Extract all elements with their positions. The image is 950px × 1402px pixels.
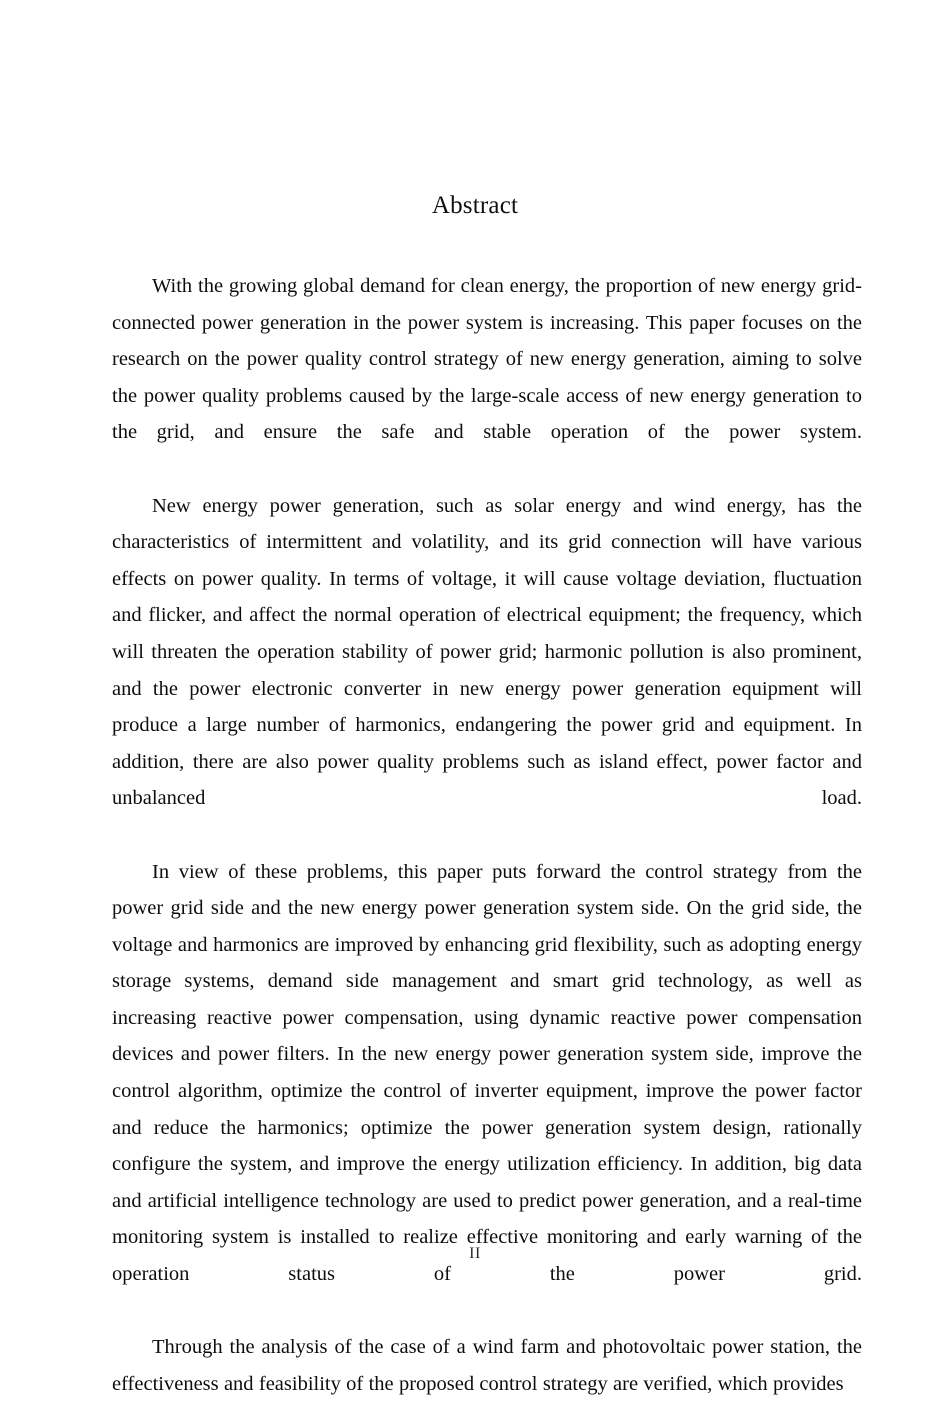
- abstract-paragraph-2: New energy power generation, such as solar energy and wind energy, has the characteristics of intermittent and volatility, and its grid connection will have various effects on power quality. In terms of voltage, it will cause voltage deviation, fluctuation and flicker, and affect the normal operation of electrical equipment; the frequency, which will threaten the operation stability of power grid; harmonic pollution is also prominent, and the power electronic converter in new energy power generation equipment will produce a large number of harmonics, endangering the power grid and equipment. In addition, there are also power quality problems such as island effect, power factor and unbalanced load.: [112, 494, 862, 810]
- abstract-body: [112, 268, 862, 1402]
- abstract-paragraph-1: With the growing global demand for clean energy, the proportion of new energy grid-connected power generation in the power system is increasing. This paper focuses on the research on the power quality control strategy of new energy generation, aiming to solve the power quality problems caused by the large-scale access of new energy generation to the grid, and ensure the safe and stable operation of the power system.: [112, 275, 862, 444]
- abstract-paragraph-3: In view of these problems, this paper puts forward the control strategy from the power grid side and the new energy power generation system side. On the grid side, the voltage and harmonics are improved by enhancing grid flexibility, such as adopting energy storage systems, demand side management and smart grid technology, as well as increasing reactive power compensation, using dynamic reactive power compensation devices and power filters. In the new energy power generation system side, improve the control algorithm, optimize the control of inverter equipment, improve the power factor and reduce the harmonics; optimize the power generation system design, rationally configure the system, and improve the energy utilization efficiency. In addition, big data and artificial intelligence technology are used to predict power generation, and a real-time monitoring system is installed to realize effective monitoring and early warning of the operation status of the power grid.: [112, 860, 862, 1286]
- page-title: Abstract: [431, 191, 519, 219]
- abstract-paragraph-4: Through the analysis of the case of a wind farm and photovoltaic power station, the effectiveness and feasibility of the proposed control strategy are verified, which provides: [112, 1336, 862, 1395]
- page-number: II: [469, 1245, 481, 1262]
